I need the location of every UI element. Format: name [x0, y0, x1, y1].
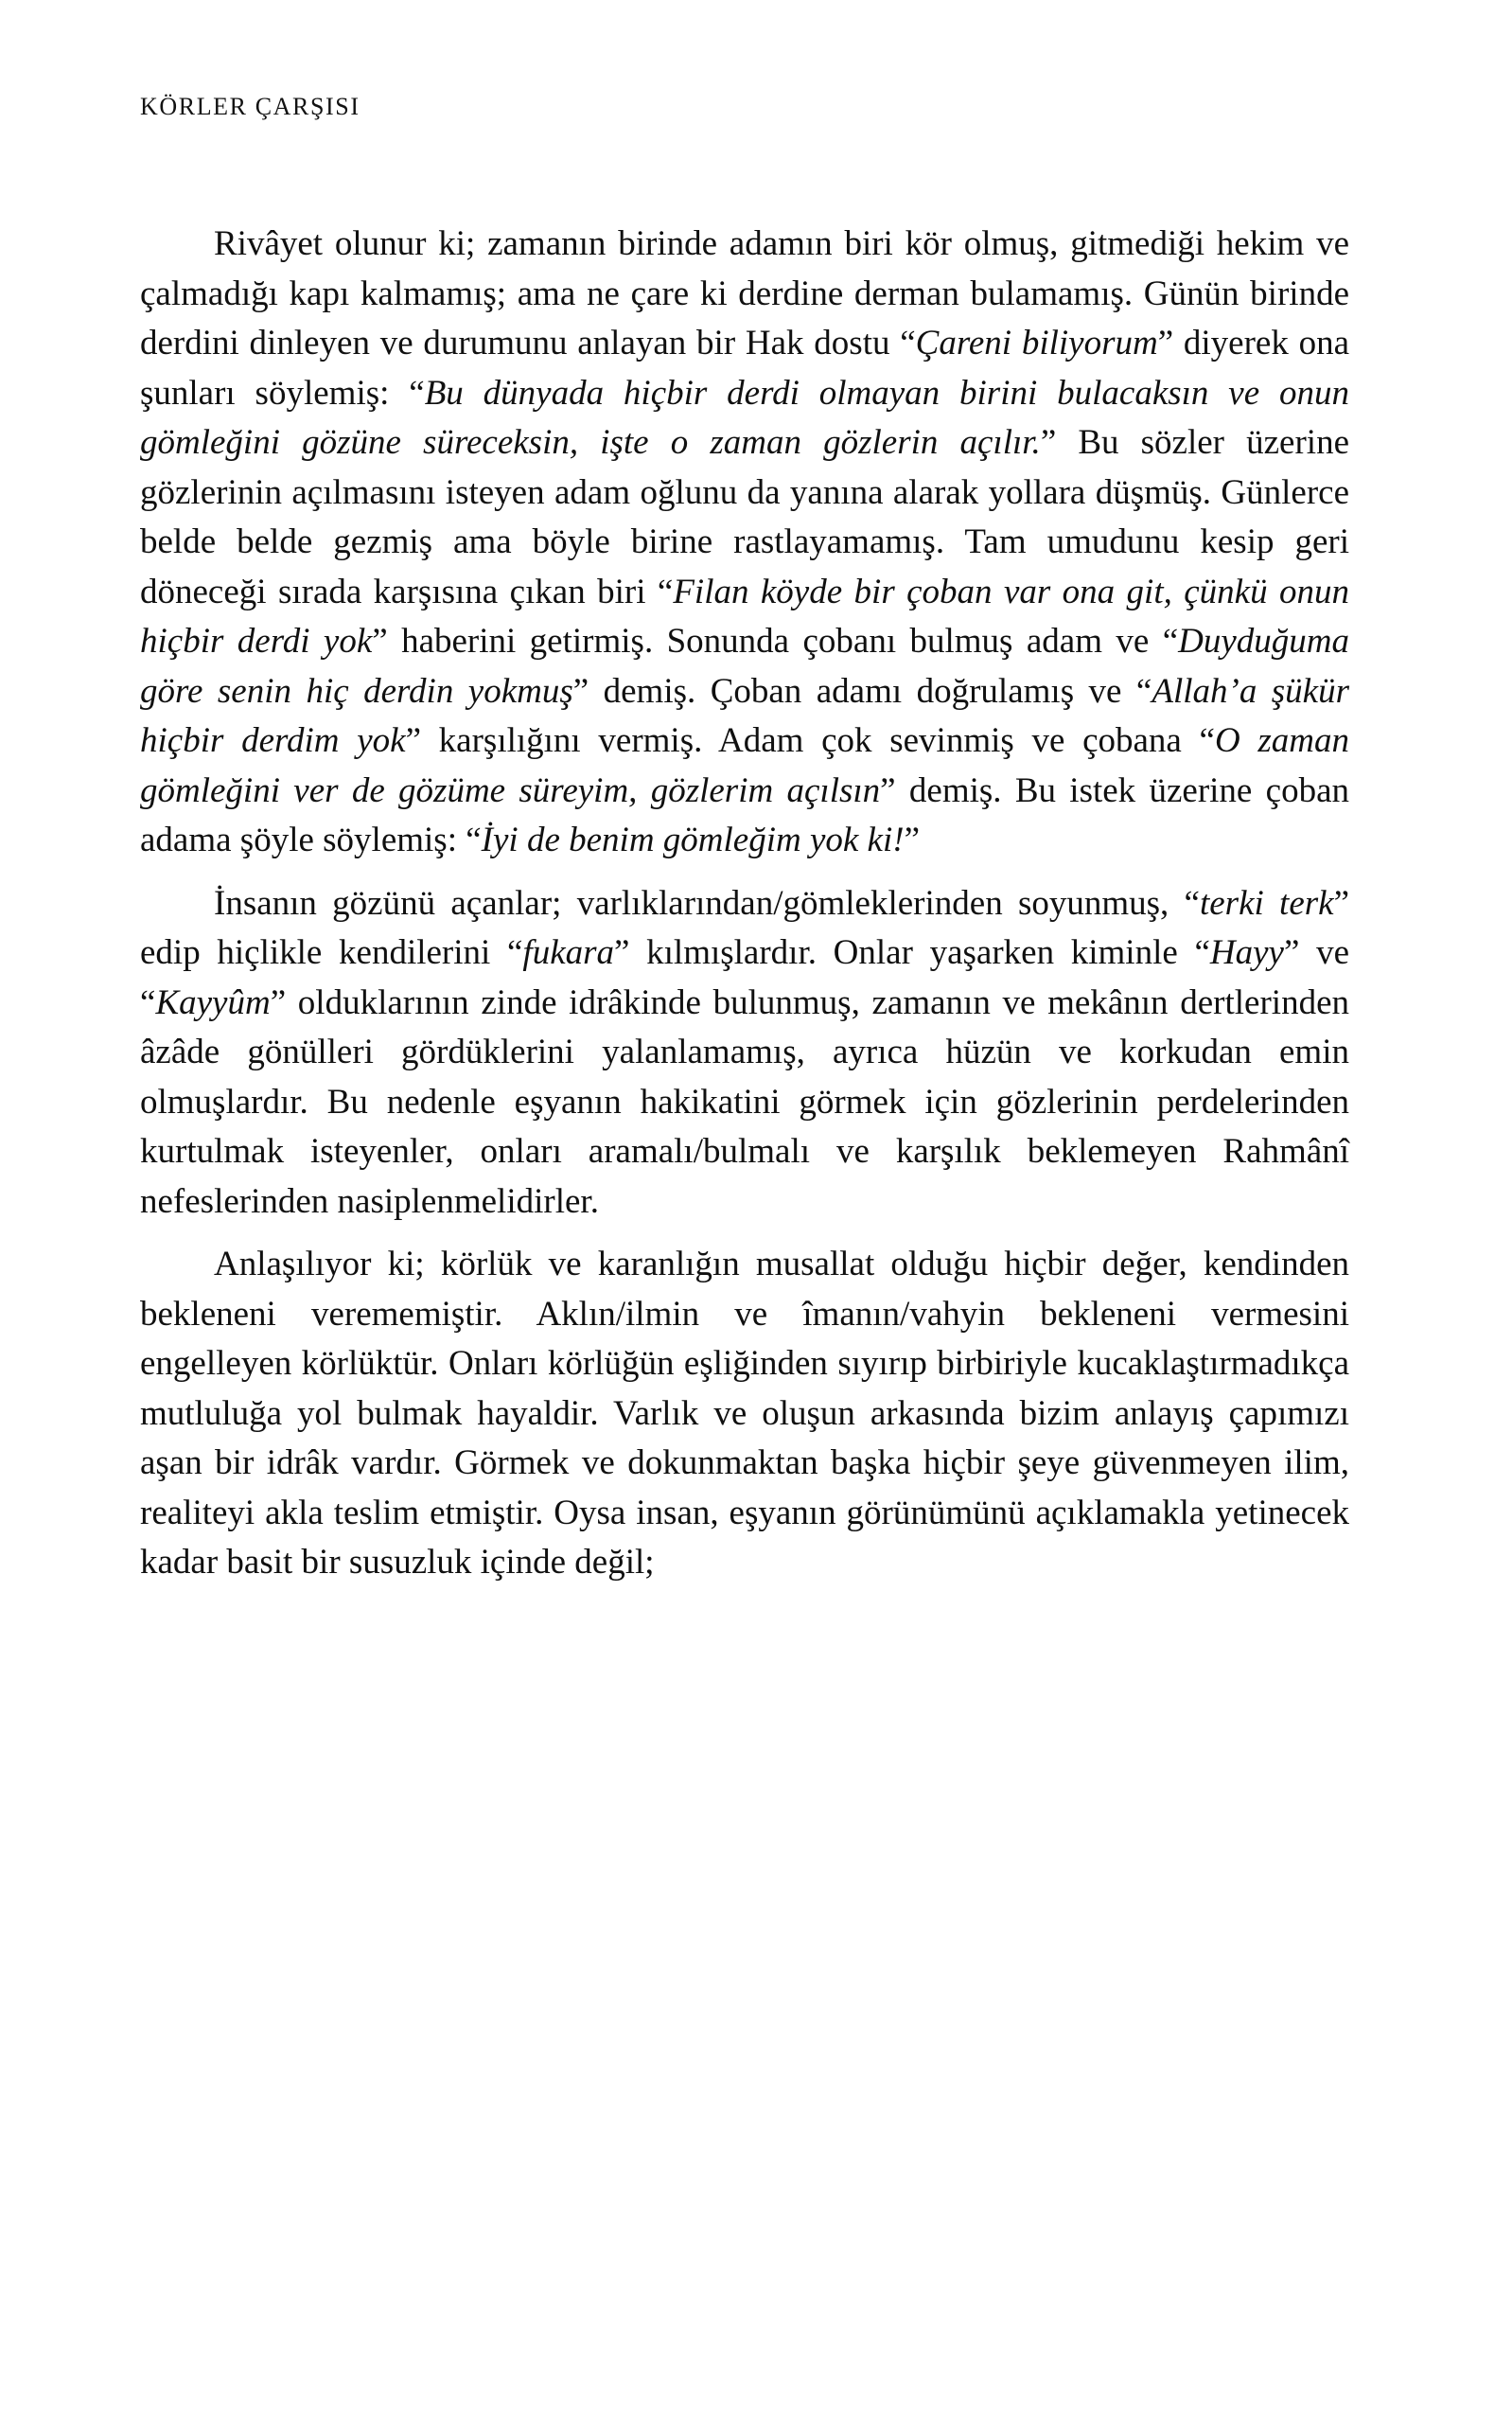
- italic-quote: Kayyûm: [155, 982, 271, 1022]
- italic-quote: İyi de benim gömleğim yok ki!: [481, 821, 905, 859]
- text-run: ” demiş. Çoban adamı doğrulamış ve “: [572, 671, 1152, 711]
- text-run: ” ve “: [140, 933, 1350, 1022]
- text-run: ” kılmışlardır. Onlar yaşarken kiminle “: [614, 933, 1210, 972]
- text-run: ” Bu sözler üzerine gözlerinin açılmasını isteyen adam oğlunu da yanına alarak yollara düşmüş. Günlerce belde belde gezmiş ama böyle birine rastlayamamış. Tam umudunu kesip geri döneceği sırada karşısına çıkan biri “: [140, 423, 1349, 611]
- text-run: Rivâyet olunur ki; zamanın birinde adamın biri kör olmuş, gitmediği hekim ve çalmadığı kapı kalmamış; ama ne çare ki derdine derman bulamamış. Günün birinde derdini dinleyen ve durumunu anlayan bir Hak dostu “: [140, 224, 1349, 363]
- italic-quote: O zaman gömleğini ver de gözüme süreyim, gözlerim açılsın: [140, 721, 1349, 810]
- text-run: ” edip hiçlikle kendilerini “: [140, 883, 1350, 972]
- text-run: ” karşılığını vermiş. Adam çok sevinmiş ve çobana “: [405, 721, 1215, 760]
- italic-quote: Bu dünyada hiçbir derdi olmayan birini bulacaksın ve onun gömleğini gözüne süreceksin, işte o zaman gözlerin açılır.: [140, 373, 1349, 462]
- running-header: KÖRLER ÇARŞISI: [140, 93, 360, 120]
- text-run: ” haberini getirmiş. Sonunda çobanı bulmuş adam ve “: [372, 622, 1179, 661]
- text-run: ” demiş. Bu istek üzerine çoban adama şöyle söylemiş: “: [140, 770, 1349, 859]
- italic-quote: Duyduğuma göre senin hiç derdin yokmuş: [140, 622, 1349, 711]
- text-run: ” olduklarının zinde idrâkinde bulunmuş, zamanın ve mekânın dertlerinden âzâde gönülleri gördüklerini yalanlamamış, ayrıca hüzün ve korkudan emin olmuşlardır. Bu nedenle eşyanın hakikatini görmek için gözlerinin perdelerinden kurtulmak isteyenler, onları aramalı/bulmalı ve karşılık beklemeyen Rahmânî nefeslerinden nasiplenmelidirler.: [140, 982, 1349, 1221]
- text-run: ”: [904, 821, 921, 859]
- italic-quote: Filan köyde bir çoban var ona git, çünkü onun hiçbir derdi yok: [140, 572, 1349, 661]
- text-run: ” diyerek ona şunları söylemiş: “: [140, 324, 1349, 413]
- paragraph-1: [140, 220, 1349, 866]
- text-run: İnsanın gözünü açanlar; varlıklarından/gömleklerinden soyunmuş, “: [214, 883, 1200, 923]
- italic-quote: Çareni biliyorum: [915, 324, 1158, 363]
- text-run: Anlaşılıyor ki; körlük ve karanlığın musallat olduğu hiçbir değer, kendinden bekleneni verememiştir. Aklın/ilmin ve îmanın/vahyin bekleneni vermesini engelleyen körlüktür. Onları körlüğün eşliğinden sıyırıp birbiriyle kucaklaştırmadıkça mutluluğa yol bulmak hayaldir. Varlık ve oluşun arkasında bizim anlayış çapımızı aşan bir idrâk vardır. Görmek ve dokunmaktan başka hiçbir şeye güvenmeyen ilim, realiteyi akla teslim etmiştir. Oysa insan, eşyanın görünümünü açıklamakla yetinecek kadar basit bir susuzluk içinde değil;: [140, 1245, 1349, 1582]
- paragraph-3: [140, 1240, 1349, 1588]
- italic-quote: Hayy: [1209, 933, 1284, 972]
- italic-quote: fukara: [522, 933, 615, 972]
- body-text-block: [140, 220, 1349, 1588]
- italic-quote: Allah’a şükür hiçbir derdim yok: [140, 671, 1349, 760]
- italic-quote: terki terk: [1199, 883, 1334, 923]
- paragraph-2: [140, 879, 1349, 1228]
